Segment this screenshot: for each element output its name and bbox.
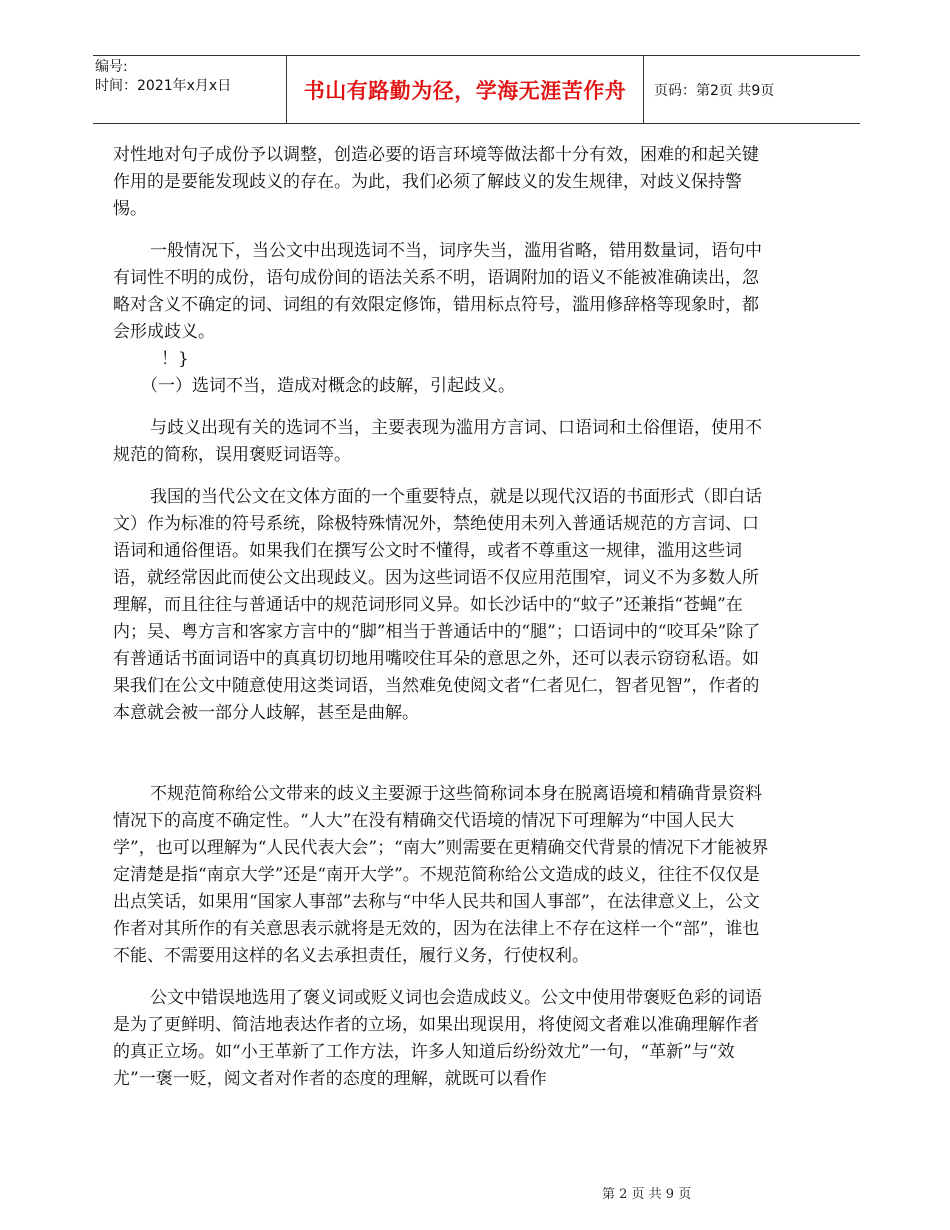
paragraph-ambiguity-causes: 一般情况下，当公文中出现选词不当，词序失当，滥用省略，错用数量词，语句中有词性不明的成份，语句成份间的语法关系不明，语调附加的语义不能被准确读出，忽略对含义不确定的词、词组的有效限定修饰，错用标点符号，滥用修辞格等现象时，都会形成歧义。 <box>113 241 762 342</box>
document-time-label: 时间：2021年x月x日 <box>95 78 232 94</box>
paragraph-word-choice: 与歧义出现有关的选词不当，主要表现为滥用方言词、口语词和土俗俚语，使用不规范的简称，误用褒贬词语等。 <box>113 418 762 465</box>
paragraph-continuation: 对性地对句子成份予以调整，创造必要的语言环境等做法都十分有效，困难的和起关键作用的是要能发现歧义的存在。为此，我们必须了解歧义的发生规律，对歧义保持警惕。 <box>113 145 759 219</box>
header-motto: 书山有路勤为径，学海无涯苦作舟 <box>286 56 644 123</box>
document-body <box>113 142 773 1093</box>
page-footer: 第 2 页 共 9 页 <box>602 1187 692 1202</box>
page-header <box>93 55 860 124</box>
header-page-label: 页码：第2页 共9页 <box>654 82 775 99</box>
paragraph-dialect: 我国的当代公文在文体方面的一个重要特点，就是以现代汉语的书面形式（即白话文）作为标准的符号系统，除极特殊情况外，禁绝使用未列入普通话规范的方言词、口语词和通俗俚语。如果我们在撰写公文时不懂得，或者不尊重这一规律，滥用这些词语，就经常因此而使公文出现歧义。因为这些词语不仅应用范围窄，词义不为多数人所理解，而且往往与普通话中的规范词形同义异。如长沙话中的“蚊子”还兼指“苍蝇”在内；吴、粤方言和客家方言中的“脚”相当于普通话中的“腿”；口语词中的“咬耳朵”除了有普通话书面词语中的真真切切地用嘴咬住耳朵的意思之外，还可以表示窃窃私语。如果我们在公文中随意使用这类词语，当然难免使阅文者“仁者见仁，智者见智”，作者的本意就会被一部分人歧解，甚至是曲解。 <box>113 487 762 723</box>
paragraph-commendatory: 公文中错误地选用了褒义词或贬义词也会造成歧义。公文中使用带褒贬色彩的词语是为了更鲜明、简洁地表达作者的立场，如果出现误用，将使阅文者难以准确理解作者的真正立场。如“小王革新了工作方法，许多人知道后纷纷效尤”一句，“革新”与“效尤”一褒一贬，阅文者对作者的态度的理解，就既可以看作 <box>113 988 762 1089</box>
paragraph-abbreviation: 不规范简称给公文带来的歧义主要源于这些简称词本身在脱离语境和精确背景资料情况下的高度不确定性。“人大”在没有精确交代语境的情况下可理解为“中国人民大学”，也可以理解为“人民代表大会”；“南大”则需要在更精确交代背景的情况下才能被界定清楚是指“南京大学”还是“南开大学”。不规范简称给公文造成的歧义，往往不仅仅是出点笑话，如果用“国家人事部”去称与“中华人民共和国人事部”，在法律意义上，公文作者对其所作的有关意思表示就将是无效的，因为在法律上不存在这样一个“部”，谁也不能、不需要用这样的名义去承担责任，履行义务，行使权利。 <box>113 784 769 966</box>
document-number-label: 编号: <box>95 59 128 75</box>
header-meta <box>93 56 286 123</box>
stray-mark: ！} <box>161 349 189 369</box>
section-heading: （一）选词不当，造成对概念的歧解，引起歧义。 <box>141 376 515 396</box>
